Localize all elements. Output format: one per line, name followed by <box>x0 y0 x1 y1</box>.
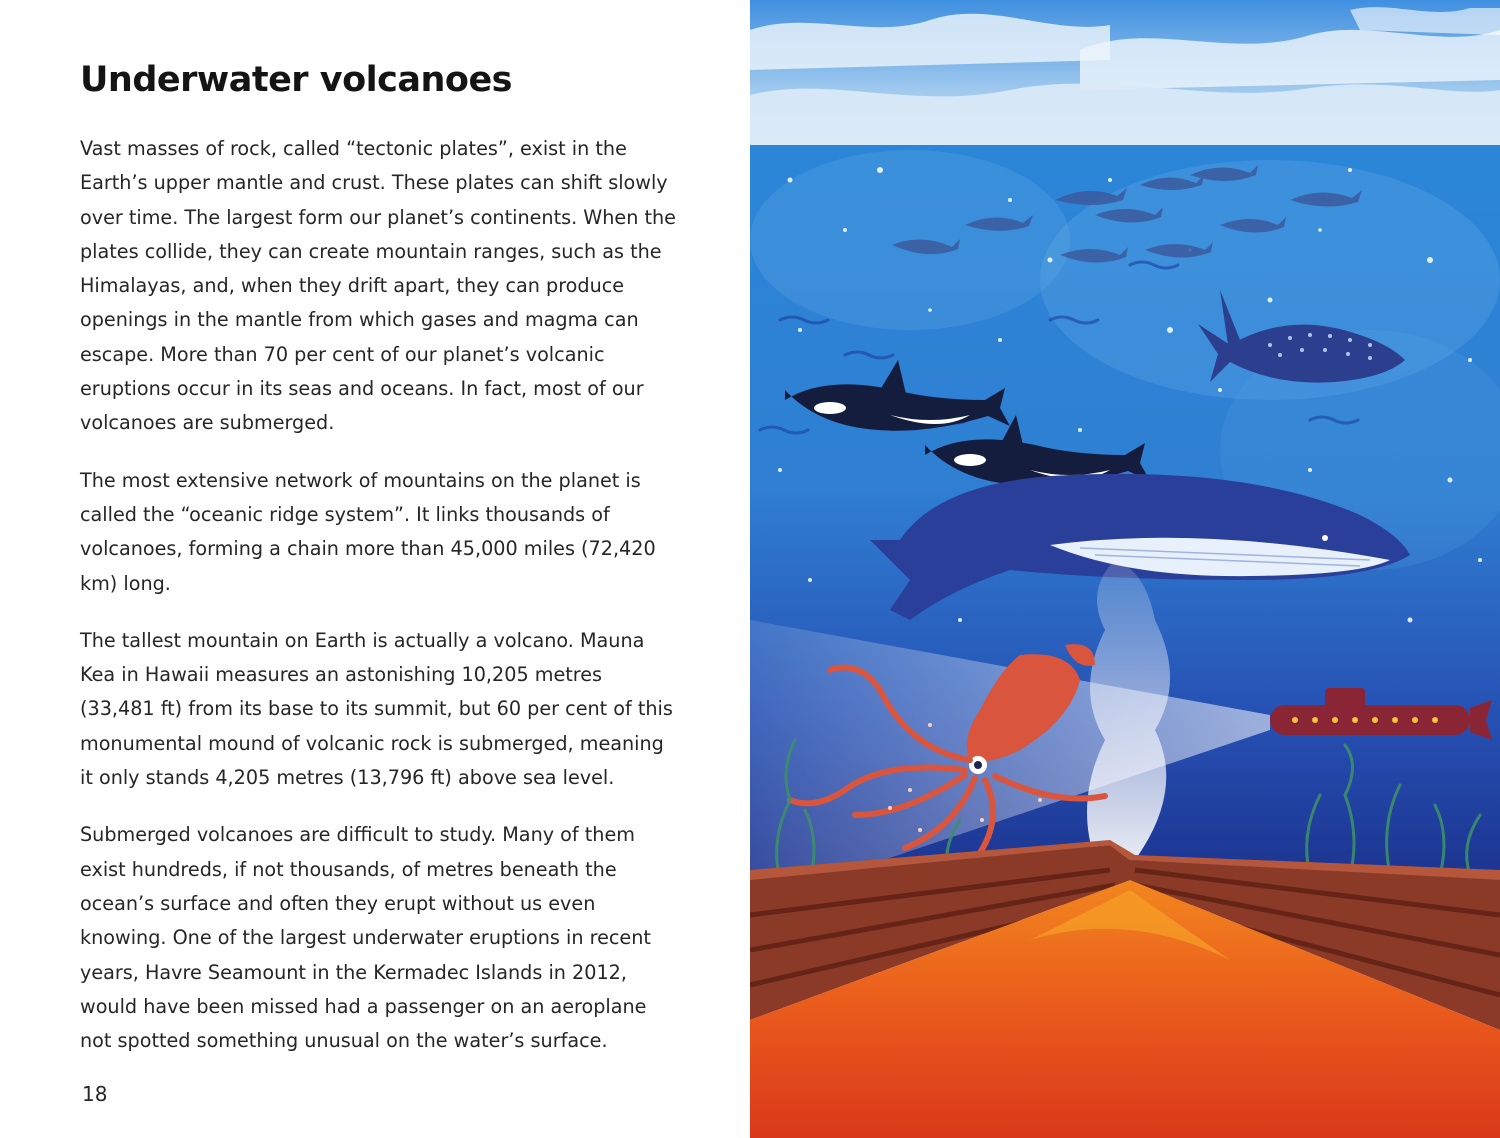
paragraph-oceanic-ridge: The most extensive network of mountains on the planet is called the “oceanic ridge system”. It links thousands of volcanoes, forming a chain more than 45,000 miles (72,420 km) long. <box>80 468 656 595</box>
body-text <box>80 132 680 1081</box>
paragraph-mauna-kea: The tallest mountain on Earth is actually a volcano. Mauna Kea in Hawaii measures an astonishing 10,205 metres (33,481 ft) from its base to its summit, but 60 per cent of this monumental mound of volcanic rock is submerged, meaning it only stands 4,205 metres (13,796 ft) above sea level. <box>80 628 673 790</box>
page-number: 18 <box>82 1082 108 1106</box>
ocean-illustration <box>750 0 1500 1138</box>
page-title: Underwater volcanoes <box>80 60 513 100</box>
sky <box>750 0 1500 145</box>
paragraph-submerged-volcanoes: Submerged volcanoes are difficult to study. Many of them exist hundreds, if not thousands, of metres beneath the ocean’s surface and often they erupt without us even knowing. One of the largest underwater eruptions in recent years, Havre Seamount in the Kermadec Islands in 2012, would have been missed had a passenger on an aeroplane not spotted something unusual on the water’s surface. <box>80 823 651 1053</box>
paragraph-tectonic-plates: Vast masses of rock, called “tectonic plates”, exist in the Earth’s upper mantle and crust. These plates can shift slowly over time. The largest form our planet’s continents. When the plates collide, they can create mountain ranges, such as the Himalayas, and, when they drift apart, they can produce openings in the mantle from which gases and magma can escape. More than 70 per cent of our planet’s volcanic eruptions occur in its seas and oceans. In fact, most of our volcanoes are submerged. <box>80 137 676 435</box>
